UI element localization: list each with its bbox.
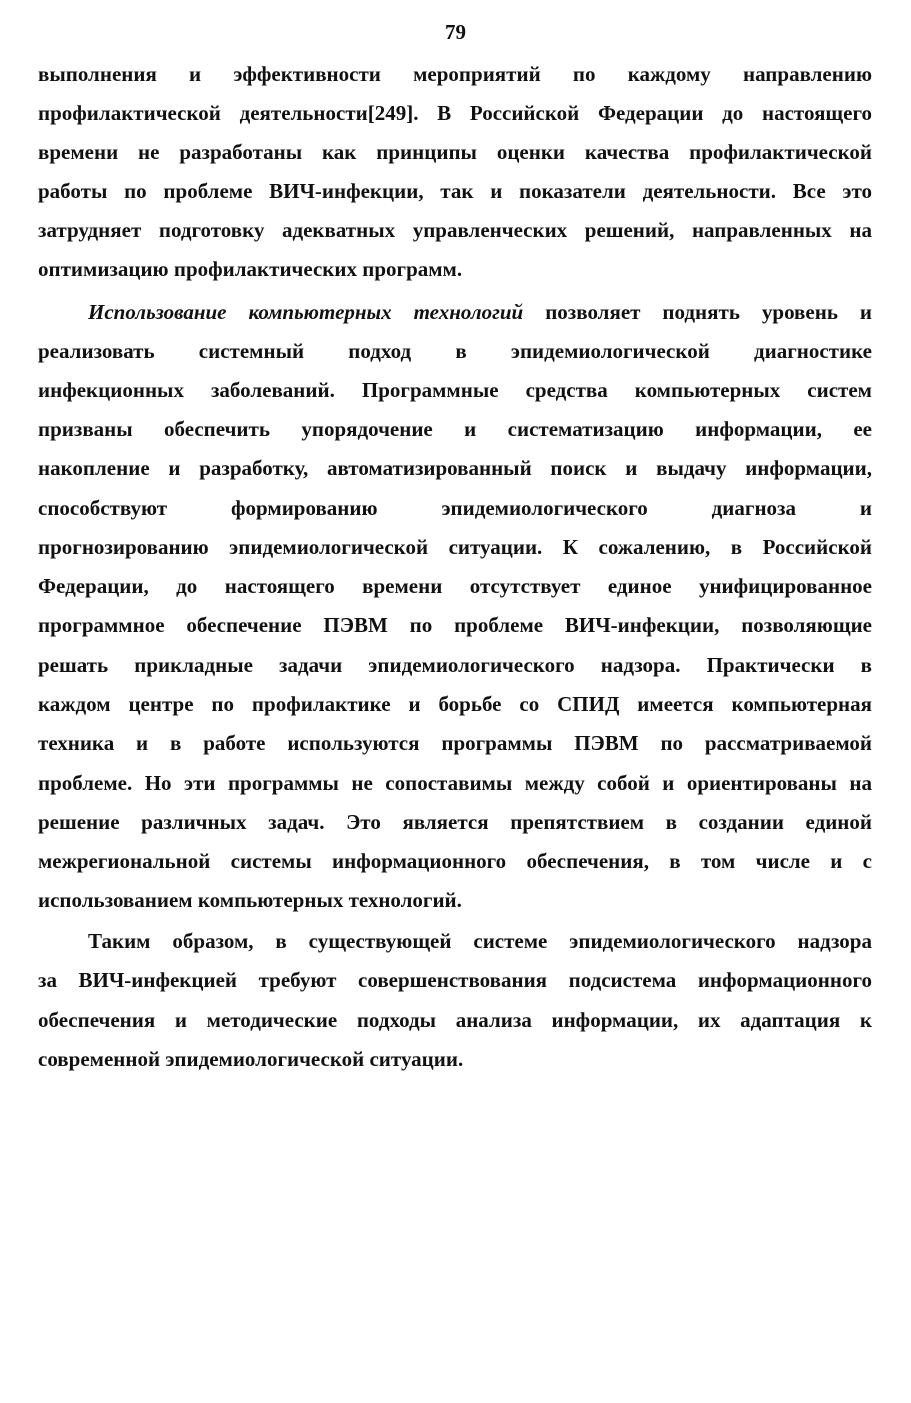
text-line-first <box>88 293 872 332</box>
text-line: Федерации, до настоящего времени отсутствует единое унифицированное <box>38 574 872 598</box>
text-line: профилактической деятельности[249]. В Российской Федерации до настоящего <box>38 101 872 125</box>
text-line: инфекционных заболеваний. Программные средства компьютерных систем <box>38 378 872 402</box>
text-line: обеспечения и методические подходы анализа информации, их адаптация к <box>38 1008 872 1032</box>
text-line: проблеме. Но эти программы не сопоставимы между собой и ориентированы на <box>38 771 872 795</box>
text-line: времени не разработаны как принципы оценки качества профилактической <box>38 140 872 164</box>
text-run: позволяет поднять уровень и <box>523 300 872 324</box>
text-line: прогнозированию эпидемиологической ситуации. К сожалению, в Российской <box>38 535 872 559</box>
text-line: решение различных задач. Это является препятствием в создании единой <box>38 810 872 834</box>
text-line: накопление и разработку, автоматизированный поиск и выдачу информации, <box>38 456 872 480</box>
text-line: каждом центре по профилактике и борьбе со СПИД имеется компьютерная <box>38 692 872 716</box>
text-line: Таким образом, в существующей системе эпидемиологического надзора <box>88 929 872 953</box>
text-line: современной эпидемиологической ситуации. <box>38 1047 464 1071</box>
text-line: работы по проблеме ВИЧ-инфекции, так и показатели деятельности. Все это <box>38 179 872 203</box>
text-line: использованием компьютерных технологий. <box>38 888 462 912</box>
text-line: решать прикладные задачи эпидемиологического надзора. Практически в <box>38 653 872 677</box>
page-number: 79 <box>445 20 466 44</box>
text-line: призваны обеспечить упорядочение и систематизацию информации, ее <box>38 417 872 441</box>
text-line: программное обеспечение ПЭВМ по проблеме ВИЧ-инфекции, позволяющие <box>38 613 872 637</box>
text-line: способствуют формированию эпидемиологического диагноза и <box>38 496 872 520</box>
text-line: за ВИЧ-инфекцией требуют совершенствования подсистема информационного <box>38 968 872 992</box>
text-line: реализовать системный подход в эпидемиологической диагностике <box>38 339 872 363</box>
text-line: оптимизацию профилактических программ. <box>38 257 463 281</box>
text-line: выполнения и эффективности мероприятий по каждому направлению <box>38 62 872 86</box>
text-line: межрегиональной системы информационного обеспечения, в том числе и с <box>38 849 872 873</box>
emphasized-phrase: Использование компьютерных технологий <box>88 300 524 324</box>
text-line: затрудняет подготовку адекватных управленческих решений, направленных на <box>38 218 872 242</box>
text-line: техника и в работе используются программы ПЭВМ по рассматриваемой <box>38 731 872 755</box>
